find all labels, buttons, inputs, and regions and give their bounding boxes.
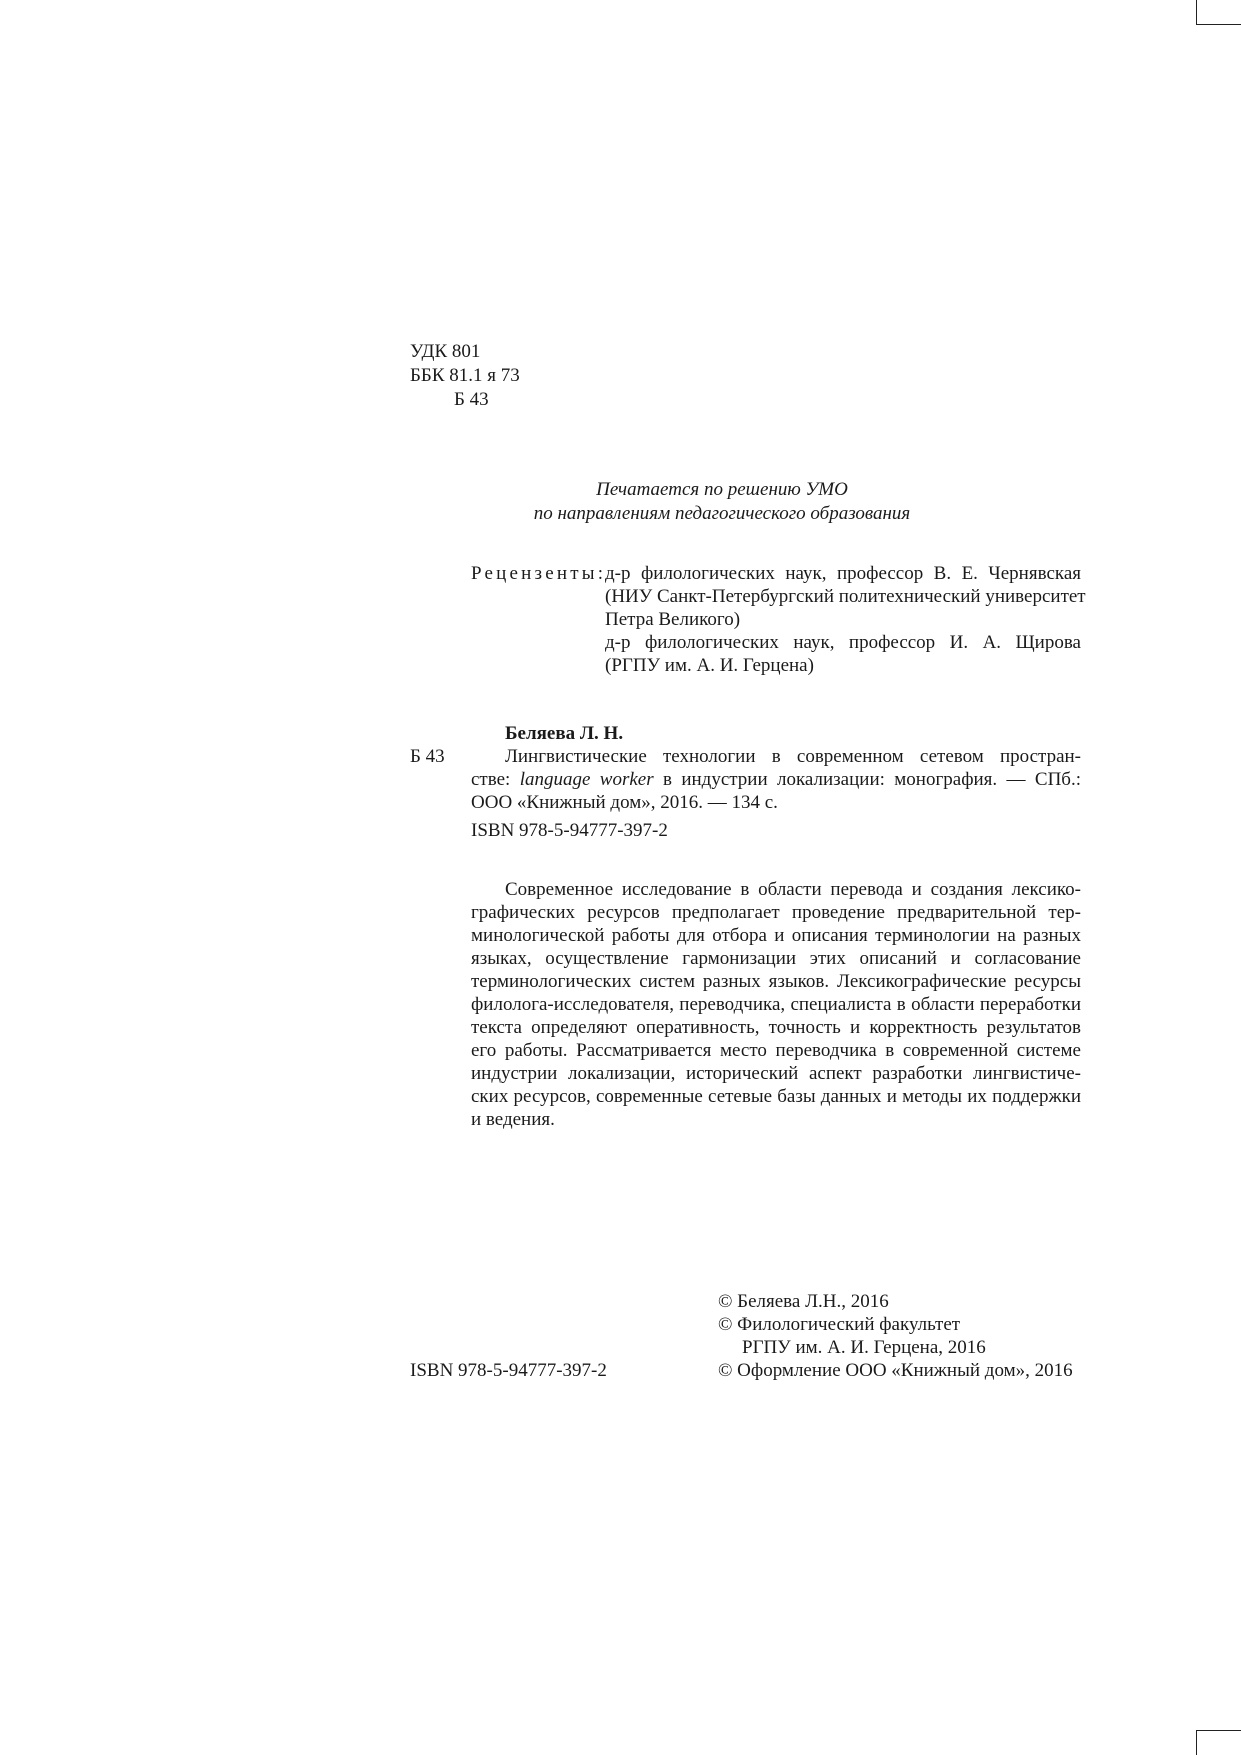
- crop-mark-top-horizontal: [1196, 24, 1241, 25]
- abstract-line-11: и ведения.: [471, 1109, 555, 1130]
- bibliography-mark: Б 43: [410, 746, 445, 767]
- reviewer-line-2: (НИУ Санкт-Петербургский политехнический университет: [605, 586, 1086, 607]
- abstract-line-6: филолога-исследователя, переводчика, специалиста в области переработки: [471, 994, 1081, 1015]
- bibliography-line-3: ООО «Книжный дом», 2016. — 134 с.: [471, 792, 778, 813]
- bibliography-line-2-post: в индустрии локализации: монография. — СПб.:: [653, 769, 1081, 790]
- crop-mark-bottom-vertical: [1196, 1730, 1197, 1755]
- bibliography-line-2-pre: стве:: [471, 769, 520, 790]
- crop-mark-top-vertical: [1196, 0, 1197, 24]
- copyright-line-2: © Филологический факультет: [718, 1314, 961, 1335]
- abstract-line-5: терминологических систем разных языков. Лексикографические ресурсы: [471, 971, 1081, 992]
- abstract-line-7: текста определяют оперативность, точность и корректность результатов: [471, 1017, 1081, 1038]
- abstract-line-4: языках, осуществление гармонизации этих описаний и согласование: [471, 948, 1081, 969]
- bibliography-isbn: ISBN 978-5-94777-397-2: [471, 820, 668, 841]
- approval-line-1: Печатается по решению УМО: [596, 479, 848, 500]
- reviewer-line-1: д-р филологических наук, профессор В. Е. Чернявская: [605, 563, 1081, 584]
- copyright-line-1: © Беляева Л.Н., 2016: [718, 1291, 889, 1312]
- abstract-line-3: минологической работы для отбора и описания терминологии на разных: [471, 925, 1081, 946]
- reviewer-line-3: Петра Великого): [605, 609, 741, 630]
- bibliography-line-2: [471, 768, 1081, 791]
- approval-line-2: по направлениям педагогического образования: [533, 503, 911, 524]
- reviewers-label: Рецензенты:: [471, 563, 607, 584]
- bibliography-line-1: Лингвистические технологии в современном сетевом простран-: [505, 746, 1081, 767]
- author-name: Беляева Л. Н.: [505, 723, 624, 744]
- copyright-line-3: РГПУ им. А. И. Герцена, 2016: [742, 1337, 986, 1358]
- copyright-line-4: © Оформление ООО «Книжный дом», 2016: [718, 1360, 1073, 1381]
- bbk-code: ББК 81.1 я 73: [410, 365, 520, 386]
- crop-mark-bottom-horizontal: [1196, 1730, 1241, 1731]
- udk-code: УДК 801: [410, 341, 481, 362]
- reviewer-line-4: д-р филологических наук, профессор И. А. Щирова: [605, 632, 1081, 653]
- bibliography-title-italic: language worker: [519, 769, 654, 790]
- reviewer-line-5: (РГПУ им. А. И. Герцена): [605, 655, 814, 676]
- abstract-line-8: его работы. Рассматривается место переводчика в современной системе: [471, 1040, 1081, 1061]
- abstract-line-2: графических ресурсов предполагает проведение предварительной тер-: [471, 902, 1081, 923]
- abstract-line-1: Современное исследование в области перевода и создания лексико-: [505, 879, 1081, 900]
- abstract-line-10: ских ресурсов, современные сетевые базы данных и методы их поддержки: [471, 1086, 1081, 1107]
- author-mark-top: Б 43: [454, 389, 489, 410]
- abstract-line-9: индустрии локализации, исторический аспект разработки лингвистиче-: [471, 1063, 1081, 1084]
- footer-isbn: ISBN 978-5-94777-397-2: [410, 1360, 607, 1381]
